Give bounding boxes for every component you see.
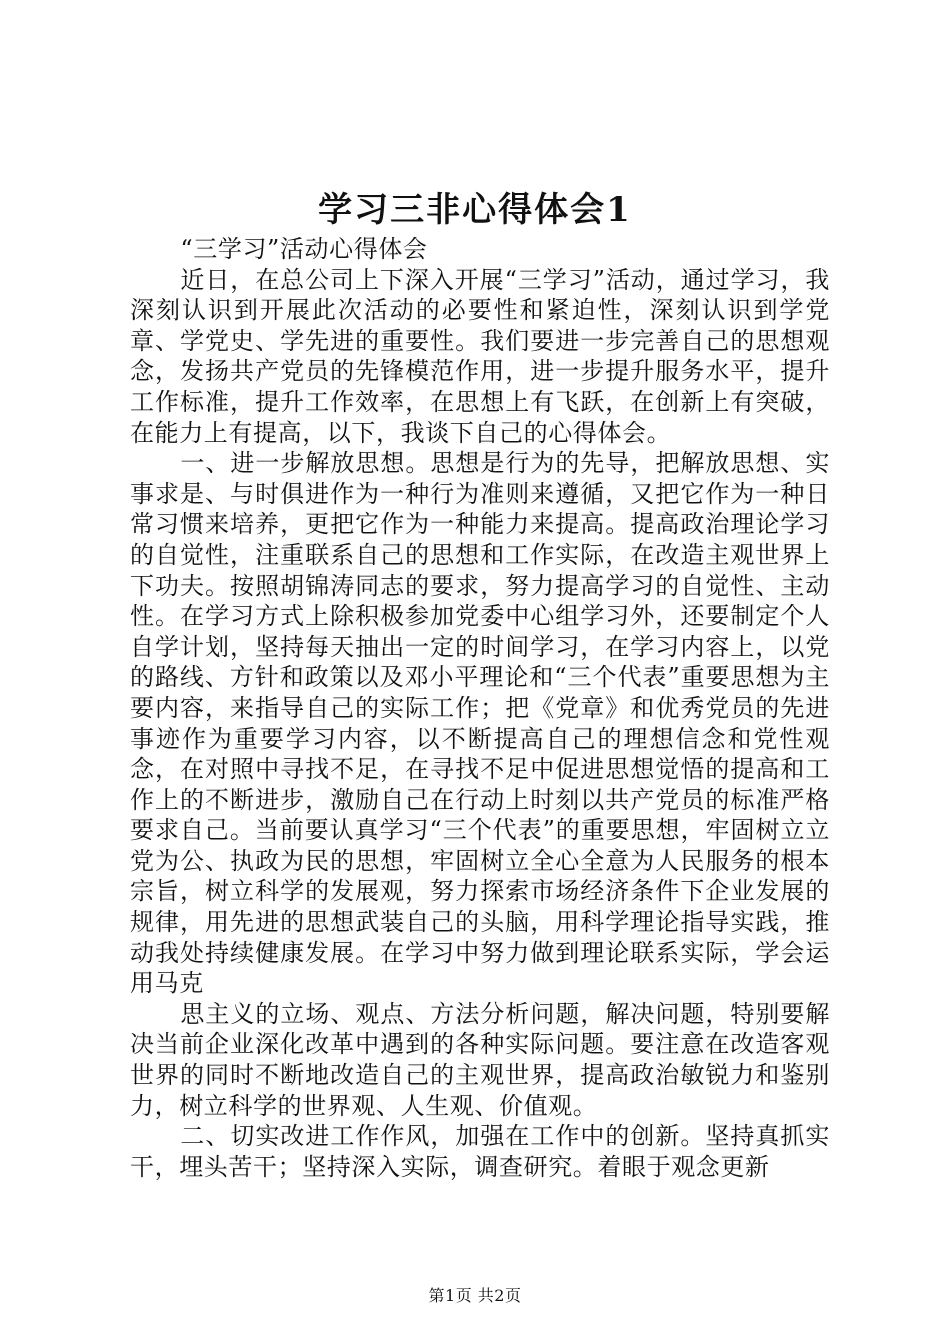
body-paragraph-section-two: 二、切实改进工作作风，加强在工作中的创新。坚持真抓实干，埋头苦干；坚持深入实际，调查研究。着眼于观念更新 bbox=[130, 1122, 830, 1181]
document-title: 学习三非心得体会1 bbox=[318, 190, 632, 230]
body-paragraph-subtitle: “三学习”活动心得体会 bbox=[180, 235, 428, 263]
body-paragraph-intro: 近日，在总公司上下深入开展“三学习”活动，通过学习，我深刻认识到开展此次活动的必要性和紧迫性，深刻认识到学党章、学党史、学先进的重要性。我们要进一步完善自己的思想观念，发扬共产党员的先锋模范作用，进一步提升服务水平，提升工作标准，提升工作效率，在思想上有飞跃，在创新上有突破，在能力上有提高，以下，我谈下自己的心得体会。 bbox=[130, 265, 830, 447]
body-paragraph-section-one-continued: 思主义的立场、观点、方法分析问题，解决问题，特别要解决当前企业深化改革中遇到的各种实际问题。要注意在改造客观世界的同时不断地改造自己的主观世界，提高政治敏锐力和鉴别力，树立科学的世界观、人生观、价值观。 bbox=[130, 999, 830, 1120]
body-paragraph-section-one: 一、进一步解放思想。思想是行为的先导，把解放思想、实事求是、与时俱进作为一种行为准则来遵循，又把它作为一种日常习惯来培养，更把它作为一种能力来提高。提高政治理论学习的自觉性，注重联系自己的思想和工作实际，在改造主观世界上下功夫。按照胡锦涛同志的要求，努力提高学习的自觉性、主动性。在学习方式上除积极参加党委中心组学习外，还要制定个人自学计划，坚持每天抽出一定的时间学习，在学习内容上，以党的路线、方针和政策以及邓小平理论和“三个代表”重要思想为主要内容，来指导自己的实际工作；把《党章》和优秀党员的先进事迹作为重要学习内容，以不断提高自己的理想信念和党性观念，在对照中寻找不足，在寻找不足中促进思想觉悟的提高和工作上的不断进步，激励自己在行动上时刻以共产党员的标准严格要求自己。当前要认真学习“三个代表”的重要思想，牢固树立立党为公、执政为民的思想，牢固树立全心全意为人民服务的根本宗旨，树立科学的发展观，努力探索市场经济条件下企业发展的规律，用先进的思想武装自己的头脑，用科学理论指导实践，推动我处持续健康发展。在学习中努力做到理论联系实际，学会运用马克 bbox=[130, 449, 830, 998]
page-number-footer: 第1页 共2页 bbox=[428, 1286, 522, 1305]
document-body bbox=[130, 234, 830, 1182]
